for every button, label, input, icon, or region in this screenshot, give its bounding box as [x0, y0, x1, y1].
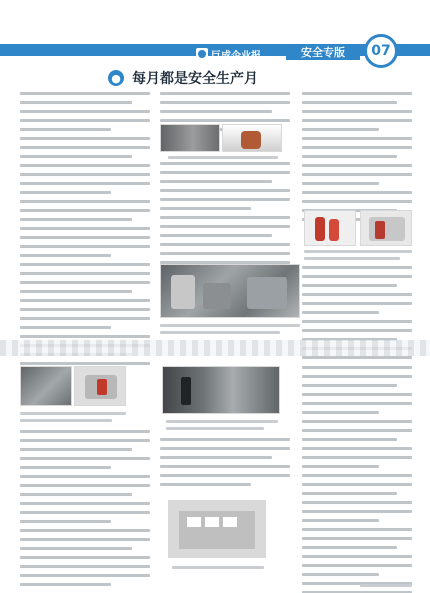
page-header: [0, 0, 430, 62]
caption-bottom-left-2: [20, 419, 112, 422]
headline-row: [108, 68, 408, 88]
caption-bottom-middle-photo: [172, 566, 264, 569]
caption-middle-top: [168, 156, 278, 159]
photo-middle-top-1: [160, 124, 220, 152]
text-column-right-top: [302, 92, 412, 227]
text-column-middle-bottom: [160, 438, 290, 492]
caption-bottom-middle: [166, 420, 278, 423]
caption-bottom-middle-2: [166, 427, 264, 430]
caption-middle-large-2: [160, 331, 280, 334]
logo-mark-icon: [196, 48, 208, 60]
logo-text: 巨成企业报: [211, 50, 261, 62]
text-column-right-bottom: [302, 366, 412, 593]
headline: 每月都是安全生产月: [132, 71, 258, 87]
text-column-left-bottom: [20, 430, 150, 592]
caption-right-photos: [304, 250, 412, 253]
decorative-divider: [0, 340, 430, 356]
photo-bottom-middle-2: [168, 500, 266, 558]
masthead-logo: [196, 47, 276, 61]
section-tab: 安全专版: [286, 44, 360, 60]
photo-right-2: [360, 210, 412, 246]
photo-right-1: [304, 210, 356, 246]
page-number-badge: 07: [364, 34, 398, 68]
author-credit: [360, 584, 412, 587]
caption-bottom-left: [20, 412, 126, 415]
headline-badge-icon: ●: [108, 70, 124, 86]
caption-middle-large: [160, 324, 300, 327]
text-column-left-top: [20, 92, 150, 371]
photo-middle-large: [160, 264, 300, 318]
photo-bottom-middle-1: [162, 366, 280, 414]
photo-bottom-left-2: [74, 366, 126, 406]
caption-right-photos-2: [304, 257, 400, 260]
photo-middle-top-2: [222, 124, 282, 152]
photo-bottom-left-1: [20, 366, 72, 406]
